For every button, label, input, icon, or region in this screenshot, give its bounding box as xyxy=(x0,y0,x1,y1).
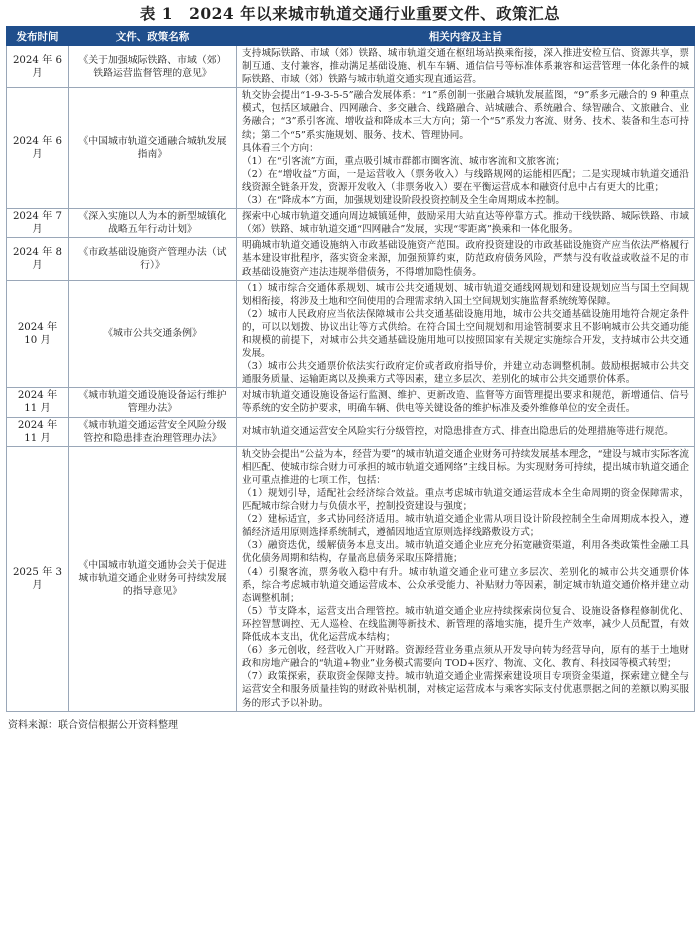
row-content xyxy=(237,88,695,209)
source-note: 资料来源：联合资信根据公开资料整理 xyxy=(8,719,178,731)
table-row xyxy=(7,88,695,209)
header-date: 发布时间 xyxy=(7,27,69,46)
row-policy-name: 《城市公共交通条例》 xyxy=(69,280,237,388)
content-paragraph: 轨交协会提出“1-9-3-5-5”融合发展体系：“1”系创制一张融合城轨发展蓝图，“9”系多元融合的 9 种重点模式，包括区域融合、四网融合、多交融合、线路融合、站城融合、系统融合、绿智融合、文旅融合、业务融合；“3”系引客流、增收益和降成本三大方向；第一个“5”系发力客流、财务、技术、装备和生态可持续；第二个“5”系实施规划、服务、技术、管理协同。 xyxy=(242,90,689,141)
content-paragraph: 明确城市轨道交通设施纳入市政基础设施资产范围。政府投资建设的市政基础设施资产应当依法严格履行基本建设审批程序，落实资金来源，加强预算约束，防范政府债务风险，严禁与没有收益或收益不足的市政基础设施资产违法违规举借债务，不得增加隐性债务。 xyxy=(242,240,689,278)
row-date: 2024 年 11 月 xyxy=(7,417,69,446)
content-paragraph: （6）多元创收，经营收入广开财路。资源经营业务重点须从开发导向转为经营导向，原有的基于土地财政和房地产融合的“轨道+物业”业务模式需要向 TOD+医疗、物流、文化、教育、科技园等模式转型； xyxy=(242,645,689,670)
row-policy-name: 《中国城市轨道交通协会关于促进城市轨道交通企业财务可持续发展的指导意见》 xyxy=(69,446,237,711)
row-content xyxy=(237,238,695,280)
content-paragraph: （3）融资迭优，缓解债务本息支出。城市轨道交通企业应充分拓宽融资渠道，利用各类政策性金融工具优化债务周期和结构，存量高息债务采取压降措施； xyxy=(242,540,689,565)
table-row xyxy=(7,46,695,88)
content-paragraph: 对城市轨道交通设施设备运行监测、维护、更新改造、监督等方面管理提出要求和规范，新增通信、信号等系统的安全防护要求，明确车辆、供电等关键设备的维护标准及委外维修单位的安全责任。 xyxy=(242,390,689,415)
row-policy-name: 《中国城市轨道交通融合城轨发展指南》 xyxy=(69,88,237,209)
row-date: 2024 年 6 月 xyxy=(7,88,69,209)
content-paragraph: （7）政策探索，获取资金保障支持。城市轨道交通企业需探索建设项目专项资金渠道，探索建立健全与运营安全和服务质量挂钩的财政补贴机制，对核定运营成本与乘客实际支付优惠票据之间的差额以购买服务的形式予以补助。 xyxy=(242,671,689,709)
row-content xyxy=(237,280,695,388)
row-policy-name: 《市政基础设施资产管理办法（试行）》 xyxy=(69,238,237,280)
content-paragraph: （1）在“引客流”方面，重点吸引城市群都市圈客流、城市客流和文旅客流； xyxy=(242,155,565,167)
content-paragraph: （3）在“降成本”方面，加强规划建设阶段投资控制及全生命周期成本控制。 xyxy=(242,195,565,207)
row-content xyxy=(237,388,695,417)
table-row xyxy=(7,238,695,280)
table-row xyxy=(7,209,695,238)
content-paragraph: （4）引聚客流，票务收入稳中有升。城市轨道交通企业可建立多层次、差别化的城市公共交通票价体系，综合考虑城市轨道交通运营成本、公众承受能力、补贴财力等因素，制定城市轨道交通价格并建立动态调整机制； xyxy=(242,566,689,604)
row-content xyxy=(237,417,695,446)
row-date: 2024 年 10 月 xyxy=(7,280,69,388)
row-content xyxy=(237,209,695,238)
content-paragraph: （2）建标适宜，多式协同经济适用。城市轨道交通企业需从项目设计阶段控制全生命周期成本投入，遵循经济适用原则选择系统制式，遵循因地适宜原则选择线路敷设方式； xyxy=(242,514,689,539)
policy-table xyxy=(6,26,695,712)
table-row xyxy=(7,280,695,388)
row-date: 2024 年 8 月 xyxy=(7,238,69,280)
content-paragraph: 对城市轨道交通运营安全风险实行分级管控，对隐患排查方式、排查出隐患后的处理措施等进行规范。 xyxy=(242,426,674,438)
table-row xyxy=(7,446,695,711)
content-paragraph: （3）城市公共交通票价依法实行政府定价或者政府指导价，并建立动态调整机制。鼓励根据城市公共交通服务质量、运输距离以及换乘方式等因素，建立多层次、差别化的城市公共交通票价体系。 xyxy=(242,361,689,386)
row-content xyxy=(237,46,695,88)
row-policy-name: 《深入实施以人为本的新型城镇化战略五年行动计划》 xyxy=(69,209,237,238)
content-paragraph: （1）规划引导，适配社会经济综合效益。重点考虑城市轨道交通运营成本全生命周期的资金保障需求，匹配城市综合财力与负债水平，控制投资建设与强度； xyxy=(242,488,689,513)
content-paragraph: （2）城市人民政府应当依法保障城市公共交通基础设施用地，城市公共交通基础设施用地符合规定条件的，可以以划拨、协议出让等方式供给。在符合国土空间规划和用途管制要求且不影响城市公共交通功能和规模的前提下，对城市公共交通基础设施用地可以按照国家有关规定实施综合开发，支持城市公共交通发展。 xyxy=(242,308,689,360)
content-paragraph: 轨交协会提出“公益为本，经营为要”的城市轨道交通企业财务可持续发展基本理念，“建设与城市实际客流相匹配、使城市综合财力可承担的城市轨道交通网络”主线目标。为实现财务可持续，提出城市轨道交通企业可重点推进的七项工作，包括： xyxy=(242,448,689,486)
row-policy-name: 《城市轨道交通设施设备运行维护管理办法》 xyxy=(69,388,237,417)
table-header-row xyxy=(7,27,695,46)
row-date: 2024 年 6 月 xyxy=(7,46,69,88)
header-content: 相关内容及主旨 xyxy=(237,27,695,46)
row-policy-name: 《关于加强城际铁路、市域（郊）铁路运营监督管理的意见》 xyxy=(69,46,237,88)
row-date: 2024 年 11 月 xyxy=(7,388,69,417)
document-page xyxy=(0,2,700,932)
content-paragraph: 支持城际铁路、市域（郊）铁路、城市轨道交通在枢纽场站换乘衔接，深入推进安检互信、资源共享，票制互通、支付兼容，推动满足基础设施、机车车辆、通信信号等标准体系兼容和运营管理一体化条件的城际铁路、市域（郊）铁路与城市轨道交通实现直通运营。 xyxy=(242,48,689,86)
row-date: 2025 年 3 月 xyxy=(7,446,69,711)
table-title: 表 1 2024 年以来城市轨道交通行业重要文件、政策汇总 xyxy=(139,4,561,23)
content-paragraph: （1）城市综合交通体系规划、城市公共交通规划、城市轨道交通线网规划和建设规划应当与国土空间规划相衔接，将涉及土地和空间使用的合理需求纳入国土空间规划实施监督系统统筹保障。 xyxy=(242,282,689,307)
content-paragraph: 具体看三个方向： xyxy=(242,142,319,154)
row-policy-name: 《城市轨道交通运营安全风险分级管控和隐患排查治理管理办法》 xyxy=(69,417,237,446)
row-date: 2024 年 7 月 xyxy=(7,209,69,238)
content-paragraph: 探索中心城市轨道交通向周边城镇延伸，鼓励采用大站直达等停靠方式。推动干线铁路、城际铁路、市域（郊）铁路、城市轨道交通“四网融合”发展，实现“零距离”换乘和一体化服务。 xyxy=(242,211,689,236)
table-row xyxy=(7,417,695,446)
header-name: 文件、政策名称 xyxy=(69,27,237,46)
table-row xyxy=(7,388,695,417)
content-paragraph: （2）在“增收益”方面，一是运营收入（票务收入）与线路规网的运能相匹配；二是实现城市轨道交通沿线资源全链条开发，资源开发收入（非票务收入）要在平衡运营成本和融资付息中占有更大的比重； xyxy=(242,168,689,193)
row-content xyxy=(237,446,695,711)
content-paragraph: （5）节支降本，运营支出合理管控。城市轨道交通企业应持续探索岗位复合、设施设备修程修制优化、环控智慧调控、无人巡检、在线监测等新技术、新管理的落地实施，提升生产效率，减少人员配置，有效降低成本支出，优化运营成本结构； xyxy=(242,605,689,644)
